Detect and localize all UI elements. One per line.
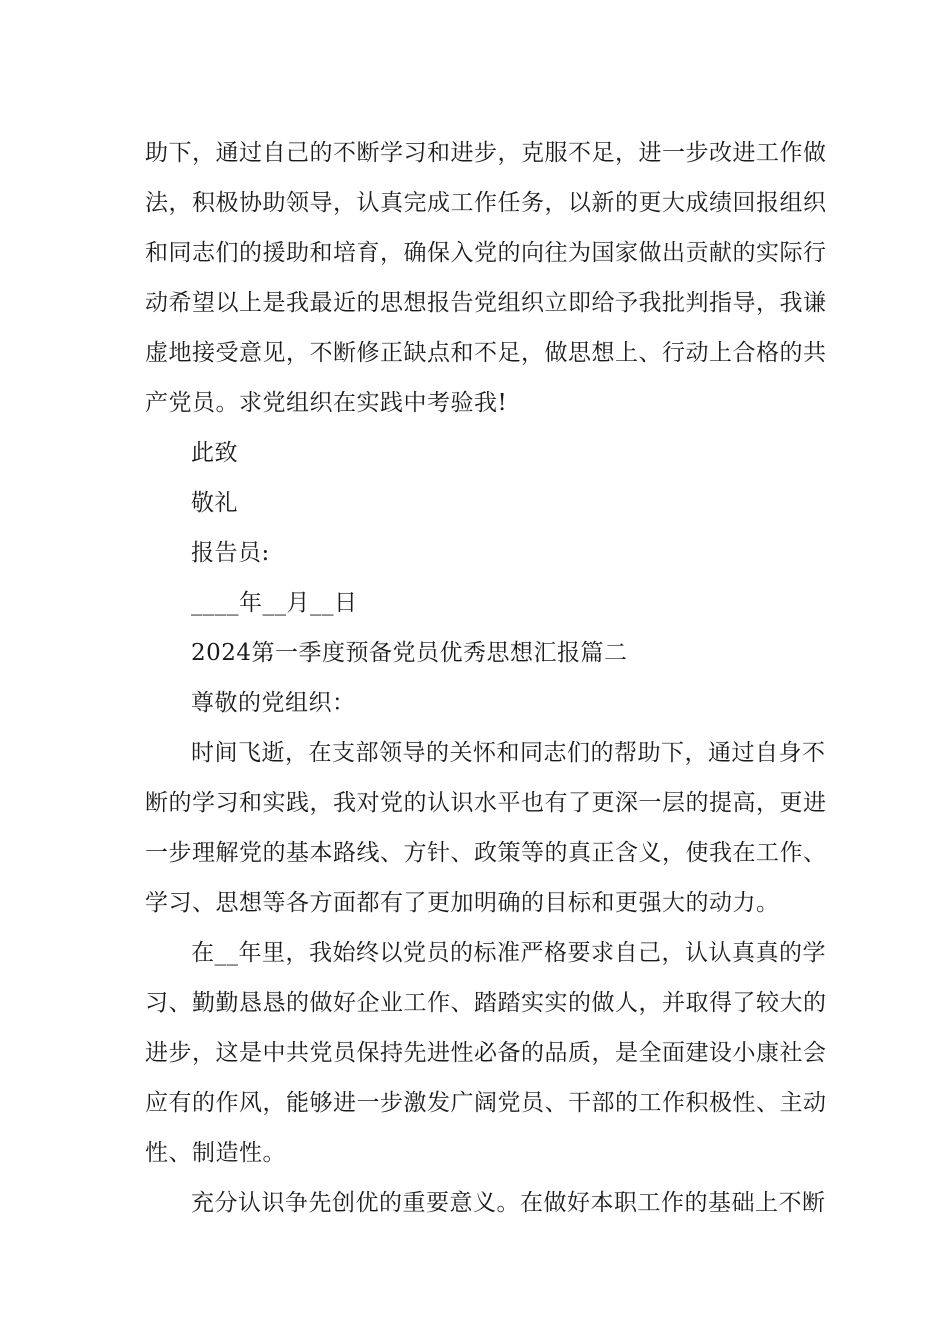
text-line: 产党员。求党组织在实践中考验我! — [145, 390, 508, 416]
date-line: ____年__月__日 — [191, 590, 358, 616]
text-line: 一步理解党的基本路线、方针、政策等的真正含义，使我在工作、 — [145, 840, 827, 866]
paragraph-start: 在__年里，我始终以党员的标准严格要求自己，认认真真的学 — [191, 940, 826, 966]
text-line: 动希望以上是我最近的思想报告党组织立即给予我批判指导，我谦 — [145, 290, 827, 316]
reporter-label: 报告员: — [191, 540, 270, 566]
greeting: 尊敬的党组织： — [191, 690, 356, 716]
text-line: 习、勤勤恳恳的做好企业工作、踏踏实实的做人，并取得了较大的 — [145, 990, 827, 1016]
text-line: 学习、思想等各方面都有了更加明确的目标和更强大的动力。 — [145, 890, 780, 916]
closing-salutation: 此致 — [191, 440, 238, 466]
section-title: 2024第一季度预备党员优秀思想汇报篇二 — [191, 640, 628, 666]
paragraph-start: 时间飞逝，在支部领导的关怀和同志们的帮助下，通过自身不 — [191, 740, 826, 766]
text-line: 应有的作风，能够进一步激发广阔党员、干部的工作积极性、主动 — [145, 1090, 827, 1116]
text-line: 进步，这是中共党员保持先进性必备的品质，是全面建设小康社会 — [145, 1040, 827, 1066]
closing-regards: 敬礼 — [191, 490, 238, 516]
paragraph-start: 充分认识争先创优的重要意义。在做好本职工作的基础上不断 — [191, 1190, 826, 1216]
text-line: 虚地接受意见，不断修正缺点和不足，做思想上、行动上合格的共 — [145, 340, 827, 366]
text-line: 断的学习和实践，我对党的认识水平也有了更深一层的提高，更进 — [145, 790, 827, 816]
text-line: 助下，通过自己的不断学习和进步，克服不足，进一步改进工作做 — [145, 140, 827, 166]
document-body — [145, 128, 827, 1228]
text-line: 和同志们的援助和培育，确保入党的向往为国家做出贡献的实际行 — [145, 240, 827, 266]
text-line: 性、制造性。 — [145, 1140, 286, 1166]
text-line: 法，积极协助领导，认真完成工作任务，以新的更大成绩回报组织 — [145, 190, 827, 216]
